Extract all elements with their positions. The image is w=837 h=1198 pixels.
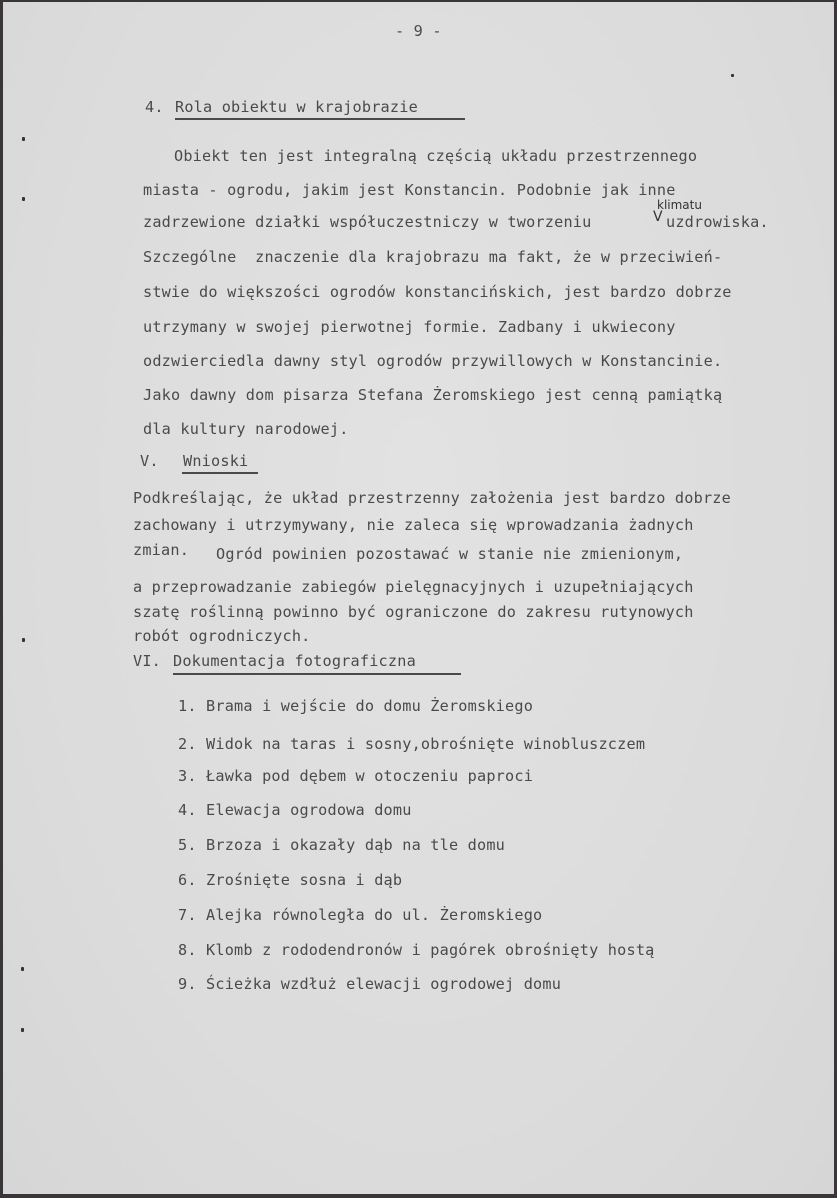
paragraph-line: Podkreślając, że układ przestrzenny założenia jest bardzo dobrze	[133, 489, 731, 507]
document-page	[3, 2, 834, 1194]
section-6-title-underline	[173, 673, 461, 675]
paragraph-line: utrzymany w swojej pierwotnej formie. Zadbany i ukwiecony	[143, 318, 676, 336]
photo-list-item: 3. Ławka pod dębem w otoczeniu paproci	[178, 767, 534, 785]
photo-list-item: 9. Ścieżka wzdłuż elewacji ogrodowej domu	[178, 975, 562, 993]
section-6-title: Dokumentacja fotograficzna	[173, 652, 416, 670]
section-5-title-underline	[182, 472, 258, 474]
paragraph-line: Ogród powinien pozostawać w stanie nie zmienionym,	[216, 545, 684, 563]
scan-speck	[22, 638, 25, 642]
paragraph-line: miasta - ogrodu, jakim jest Konstancin. Podobnie jak inne	[143, 181, 676, 199]
scan-speck	[22, 137, 25, 141]
scan-speck	[22, 197, 25, 201]
photo-list-item: 6. Zrośnięte sosna i dąb	[178, 871, 403, 889]
photo-list-item: 8. Klomb z rododendronów i pagórek obrośnięty hostą	[178, 941, 655, 959]
section-4-title: Rola obiektu w krajobrazie	[175, 98, 418, 116]
paragraph-line: dla kultury narodowej.	[143, 420, 349, 438]
section-4-title-underline	[175, 118, 465, 120]
section-5-number: V.	[140, 452, 159, 470]
photo-list-item: 4. Elewacja ogrodowa domu	[178, 801, 412, 819]
paragraph-line: szatę roślinną powinno być ograniczone do zakresu rutynowych	[133, 603, 694, 621]
section-6-number: VI.	[133, 652, 162, 670]
paragraph-line: zachowany i utrzymywany, nie zaleca się wprowadzania żadnych	[133, 516, 694, 534]
photo-list-item: 1. Brama i wejście do domu Żeromskiego	[178, 697, 534, 715]
photo-list-item: 7. Alejka równoległa do ul. Żeromskiego	[178, 906, 543, 924]
paragraph-line: Obiekt ten jest integralną częścią układu przestrzennego	[174, 147, 698, 165]
handwritten-insert: klimatu	[657, 198, 702, 212]
section-5-title: Wnioski	[183, 452, 249, 470]
section-4-number: 4.	[145, 98, 164, 116]
paragraph-line: zadrzewione działki współuczestniczy w tworzeniu	[143, 213, 592, 231]
paragraph-line: robót ogrodniczych.	[133, 627, 311, 645]
paragraph-line: stwie do większości ogrodów konstancińskich, jest bardzo dobrze	[143, 283, 732, 301]
paragraph-line: zmian.	[133, 541, 190, 559]
scan-speck	[21, 1028, 24, 1032]
paragraph-line: odzwierciedla dawny styl ogrodów przywillowych w Konstancinie.	[143, 352, 723, 370]
insert-caret-mark: V	[653, 209, 663, 225]
page-number: - 9 -	[395, 22, 442, 40]
paragraph-line: uzdrowiska.	[666, 213, 769, 231]
paragraph-line: Jako dawny dom pisarza Stefana Żeromskiego jest cenną pamiątką	[143, 386, 723, 404]
photo-list-item: 5. Brzoza i okazały dąb na tle domu	[178, 836, 506, 854]
paragraph-line: Szczególne znaczenie dla krajobrazu ma fakt, że w przeciwień-	[143, 248, 723, 266]
photo-list-item: 2. Widok na taras i sosny,obrośnięte winobluszczem	[178, 735, 646, 753]
scan-speck	[731, 74, 734, 77]
scan-speck	[21, 967, 24, 971]
paragraph-line: a przeprowadzanie zabiegów pielęgnacyjnych i uzupełniających	[133, 578, 694, 596]
